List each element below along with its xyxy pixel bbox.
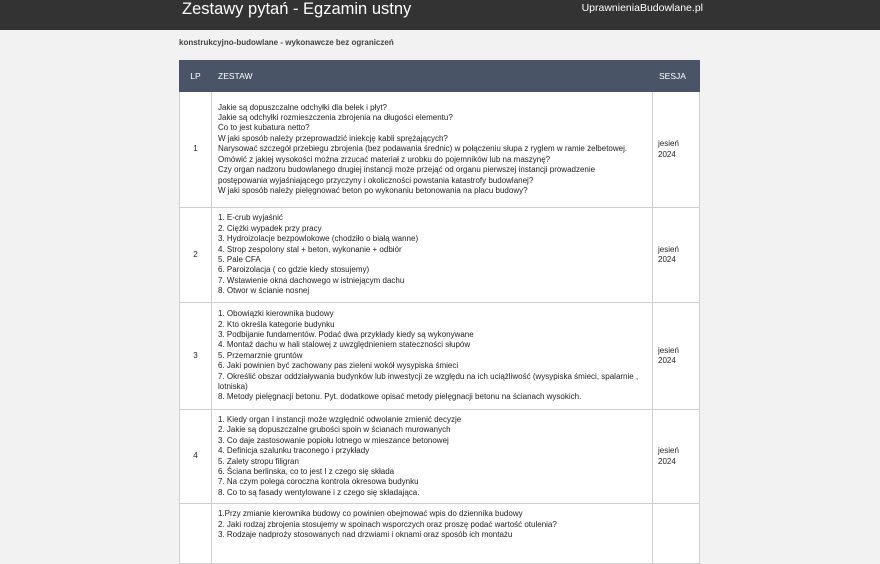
question-line: 3. Rodzaje nadproży stosowanych nad drzwiami i oknami oraz sposób ich montażu: [218, 530, 513, 540]
question-sets-table: [179, 60, 700, 564]
question-set-cell: [212, 410, 653, 504]
column-header-set: ZESTAW: [212, 61, 653, 92]
row-number-cell: 4: [180, 410, 212, 504]
question-line: 2. Jakie są dopuszczalne grubości spoin w ścianach murowanych: [218, 425, 451, 435]
question-line: 5. Pale CFA: [218, 255, 261, 264]
question-line: 3. Hydroizolacje bezpowlokowe (chodziło o białą wanne): [218, 234, 419, 244]
table-header-row: [180, 61, 700, 92]
row-number-cell: 1: [180, 92, 212, 208]
question-line: 7. Określić obszar oddziaływania budynków lub inwestycji ze względu na ich uciążliwość (wysypiska śmieci, spalarnie , lotniska): [218, 371, 641, 392]
question-line: 3. Co daje zastosowanie popiołu lotnego w mieszance betonowej: [218, 435, 449, 445]
question-line: 7. Na czym polega coroczna kontrola okresowa budynku: [218, 477, 419, 487]
question-line: 8. Otwor w ścianie nosnej: [218, 286, 310, 296]
table-row: [180, 92, 700, 208]
column-header-session: SESJA: [653, 61, 700, 92]
question-line: 8. Metody pielęgnacji betonu. Pyt. dodatkowe opisać metody pielęgnacji betonu na ścianach wysokich.: [218, 392, 582, 402]
question-line: Czy organ nadzoru budowlanego drugiej instancji może przejąć od organu pierwszej instancji prowadzenie postępowania wyjaśniającego przyczyny i okoliczności powstania katastrofy budowlanej?: [218, 165, 598, 185]
question-line: 5. Zalety stropu filigran: [218, 456, 299, 466]
question-line: 2. Ciężki wypadek przy pracy: [218, 223, 322, 233]
question-line: 2. Kto określa kategorie budynku: [218, 319, 335, 329]
question-line: 7. Wstawienie okna dachowego w istniejącym dachu: [218, 275, 405, 285]
row-number-cell: 2: [180, 208, 212, 303]
top-bar: [0, 0, 880, 30]
question-line: 4. Strop zespolony stal + beton, wykonanie + odbiór: [218, 244, 402, 254]
table-row: [180, 504, 700, 564]
question-line: 1.Przy zmianie kierownika budowy co powinien obejmować wpis do dziennika budowy: [218, 509, 523, 519]
question-set-cell: [212, 208, 653, 303]
question-line: 5. Przemarznie gruntów: [218, 350, 303, 360]
session-cell: [653, 504, 700, 564]
row-number-cell: [180, 504, 212, 564]
question-line: 3. Podbijanie fundamentów. Podać dwa przykłady kiedy są wykonywane: [218, 329, 474, 339]
question-line: 4. Definicja szalunku traconego i przykłady: [218, 446, 370, 456]
table-row: [180, 208, 700, 303]
question-line: Omówić z jakiej wysokości można zrzucać materiał z urobku do pojemników lub na maszynę?: [218, 154, 551, 164]
question-line: 1. Kiedy organ I instancji może względnić odwolanie zmienić decyzje: [218, 415, 462, 424]
question-set-cell: [212, 303, 653, 410]
question-line: Co to jest kubatura netto?: [218, 123, 310, 133]
session-cell: jesień 2024: [653, 303, 700, 410]
question-line: Narysować szczegół przebiegu zbrojenia (bez podawania średnic) w połączeniu słupa z ryglem w ramie żelbetowej.: [218, 144, 628, 154]
question-line: 1. E-crub wyjaśnić: [218, 213, 283, 223]
session-cell: jesień 2024: [653, 92, 700, 208]
category-subtitle: konstrukcyjno-budowlane - wykonawcze bez ograniczeń: [179, 38, 394, 47]
session-cell: jesień 2024: [653, 208, 700, 303]
question-set-cell: [212, 92, 653, 208]
question-sets-table-container: [179, 60, 699, 564]
question-set-cell: [212, 504, 653, 564]
question-line: W jaki sposób należy przeprowadzić iniekcję kabli sprężających?: [218, 133, 448, 143]
question-line: 6. Paroizolacja ( co gdzie kiedy stosujemy): [218, 265, 370, 275]
question-line: 1. Obowiązki kierownika budowy: [218, 309, 334, 319]
table-row: [180, 410, 700, 504]
question-line: Jakie są dopuszczalne odchyłki dla belek i płyt?: [218, 102, 387, 112]
session-cell: jesień 2024: [653, 410, 700, 504]
question-line: 8. Co to są fasady wentylowane i z czego się składająca.: [218, 487, 420, 497]
question-line: 4. Montaż dachu w hali stalowej z uwzględnieniem stateczności słupów: [218, 340, 471, 350]
page-title: Zestawy pytań - Egzamin ustny: [182, 0, 412, 18]
question-line: 6. Ściana berlinska, co to jest I z czego się składa: [218, 467, 395, 477]
question-line: W jaki sposób należy pielęgnować beton po wykonaniu betonowania na placu budowy?: [218, 185, 528, 195]
question-line: 6. Jaki powinien być zachowany pas zieleni wokół wysypiska śmieci: [218, 361, 459, 371]
site-link[interactable]: UprawnieniaBudowlane.pl: [581, 2, 703, 14]
row-number-cell: 3: [180, 303, 212, 410]
table-row: [180, 303, 700, 410]
question-line: 2. Jaki rodzaj zbrojenia stosujemy w spoinach wsporczych oraz proszę podać wartość otulenia?: [218, 519, 557, 529]
question-line: Jakie są odchyłki rozmieszczenia zbrojenia na długości elementu?: [218, 113, 453, 123]
column-header-lp: LP: [180, 61, 212, 92]
